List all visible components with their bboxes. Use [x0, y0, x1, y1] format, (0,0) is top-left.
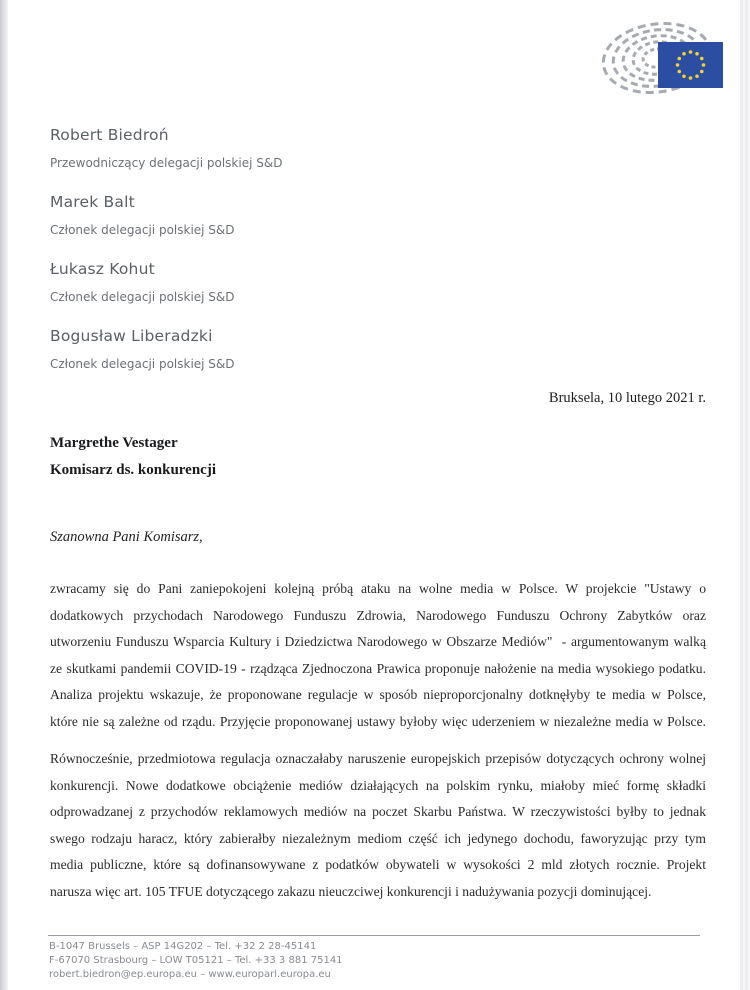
european-parliament-logo [600, 13, 730, 98]
signatory-title: Przewodniczący delegacji polskiej S&D [50, 156, 283, 170]
scan-edge-left [0, 0, 8, 990]
footer-line: robert.biedron@ep.europa.eu – www.europarl.europa.eu [49, 969, 331, 980]
signatory-name: Bogusław Liberadzki [50, 327, 213, 345]
recipient-title: Komisarz ds. konkurencji [50, 462, 216, 478]
eu-flag [658, 42, 723, 88]
paragraph-line: Analiza projektu wskazuje, że proponowane regulacje w sposób nieproporcjonalny dotknęłyby te media w Polsce, [50, 687, 706, 702]
paragraph-line: narusza więc art. 105 TFUE dotyczącego zakazu nieuczciwej konkurencji i nadużywania pozycji dominującej. [50, 883, 652, 899]
paragraph-line: media publiczne, które są dofinansowywane z podatków obywateli w wysokości 2 mld złotych rocznie. Projekt [50, 857, 706, 872]
signatory [50, 193, 282, 238]
footer-lines [48, 940, 700, 982]
paragraph-line: Równocześnie, przedmiotowa regulacja oznaczałaby naruszenie europejskich przepisów dotyczących ochrony wolnej [50, 751, 706, 766]
signatory-name: Robert Biedroń [50, 126, 169, 144]
footer-divider [48, 935, 700, 936]
footer-block [48, 935, 700, 982]
paragraph-line: swego rodzaju haracz, który zabierałby niezależnym mediom część ich jedynego dochodu, faworyzując przy tym [50, 830, 706, 846]
scan-edge-right [740, 0, 750, 990]
signatory [50, 126, 282, 171]
paragraph-line: dodatkowych przychodach Narodowego Funduszu Zdrowia, Narodowego Funduszu Ochrony Zabytków oraz [50, 607, 706, 623]
paragraph-line: zwracamy się do Pani zaniepokojeni kolejną próbą ataku na wolne media w Polsce. W projekcie "Ustawy o [50, 581, 706, 596]
paragraph-line: konkurencji. Nowe dodatkowe obciążenie mediów działających na polskim rynku, miałoby mieć formę składki [50, 777, 706, 793]
salutation: Szanowna Pani Komisarz, [50, 529, 203, 545]
signatory-name: Łukasz Kohut [50, 260, 155, 278]
body-paragraph-2 [50, 746, 706, 905]
european-parliament-logo-svg [600, 13, 730, 98]
signatory-title: Członek delegacji polskiej S&D [50, 223, 235, 237]
signatory-name: Marek Balt [50, 193, 135, 211]
paragraph-line: utworzeniu Funduszu Wsparcia Kultury i Dziedzictwa Narodowego w Obszarze Mediów" - argumentowanym walką [50, 634, 706, 649]
paragraph-line: które nie są zależne od rządu. Przyjęcie proponowanej ustawy byłoby więc uderzeniem w niezależne media w Polsce. [50, 713, 706, 729]
body-paragraph-1 [50, 576, 706, 735]
signatory [50, 260, 282, 305]
paragraph-line: odprowadzanej z przychodów reklamowych mediów na poczet Skarbu Państwa. W rzeczywistości byłby to jednak [50, 804, 706, 819]
dateline: Bruksela, 10 lutego 2021 r. [548, 390, 706, 406]
paragraph-line: ze skutkami pandemii COVID-19 - rządząca Zjednoczona Prawica proponuje nałożenie na media wysokiego podatku. [50, 660, 706, 676]
recipient-block [50, 430, 216, 484]
footer-line: B-1047 Brussels – ASP 14G202 – Tel. +32 2 28-45141 [49, 941, 317, 952]
footer-line: F-67070 Strasbourg – LOW T05121 – Tel. +33 3 881 75141 [49, 955, 343, 966]
signatory-title: Członek delegacji polskiej S&D [50, 357, 235, 371]
signatory [50, 327, 282, 372]
signatory-title: Członek delegacji polskiej S&D [50, 290, 235, 304]
letter-body [50, 576, 706, 916]
signatories-list [50, 126, 282, 394]
recipient-name: Margrethe Vestager [50, 435, 178, 451]
